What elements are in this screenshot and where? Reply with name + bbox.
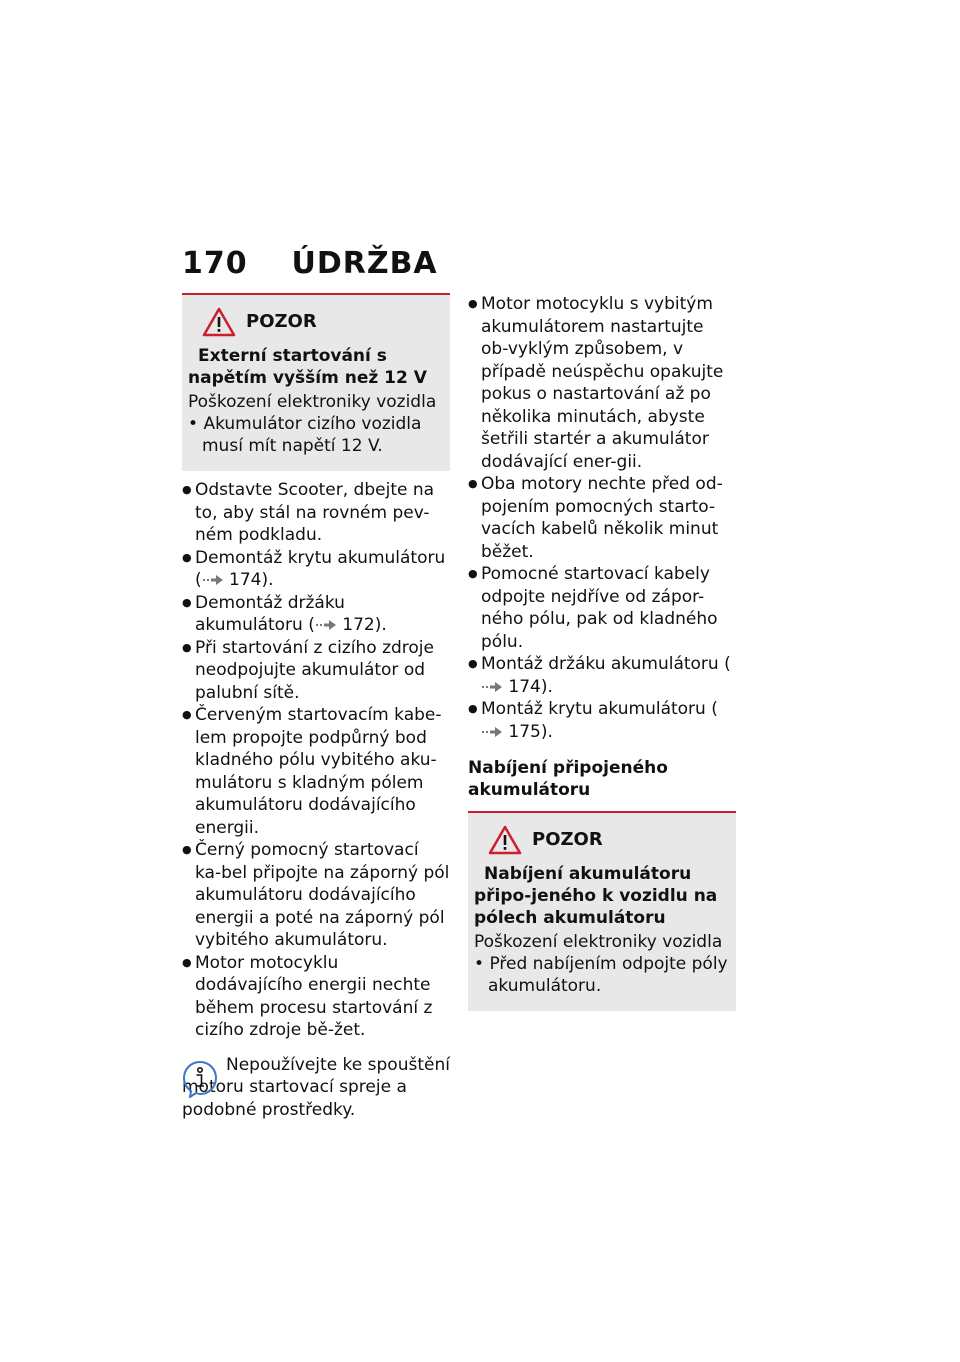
section-title: ÚDRŽBA [291, 246, 438, 281]
warning-body [474, 931, 730, 997]
left-column [182, 293, 450, 1121]
arrow-right-icon [315, 619, 337, 631]
warning-triangle-icon [202, 307, 236, 337]
warning-title: Nabíjení akumulátoru připo-jeného k vozidlu na pólech akumulátoru [474, 864, 718, 928]
step-list [182, 479, 450, 1042]
info-icon [182, 1060, 218, 1098]
arrow-right-icon [202, 574, 224, 586]
page-reference[interactable]: 174 [481, 677, 541, 697]
list-item: ● Motor motocyklu dodávajícího energii nechte během procesu startování z cizího zdroje bě-žet. [182, 952, 450, 1042]
list-item: ● Odstavte Scooter, dbejte na to, aby stál na rovném pev-ném podkladu. [182, 479, 450, 547]
warning-title: Externí startování s napětím vyšším než 12 V [188, 346, 427, 388]
arrow-right-icon [481, 726, 503, 738]
info-note [182, 1054, 450, 1122]
warning-triangle-icon [488, 825, 522, 855]
warning-body [188, 391, 444, 457]
page-number: 170 [182, 246, 248, 281]
list-item: ● Demontáž krytu akumulátoru ( 174). [182, 547, 450, 592]
right-column [468, 293, 736, 1011]
page-reference[interactable]: 174 [202, 570, 262, 590]
list-item: ● Černý pomocný startovací ka-bel připojte na záporný pól akumulátoru dodávajícího energii a poté na záporný pól vybitého akumulátoru. [182, 839, 450, 952]
warning-label: POZOR [246, 311, 317, 332]
page-header [182, 246, 438, 281]
list-item: ● Pomocné startovací kabely odpojte nejdříve od zápor-ného pólu, pak od kladného pólu. [468, 563, 736, 653]
warning-text: Poškození elektroniky vozidla [188, 392, 437, 412]
section-subheading: Nabíjení připojeného akumulátoru [468, 758, 668, 800]
step-list [468, 293, 736, 743]
list-item: ● Motor motocyklu s vybitým akumulátorem nastartujte ob-vyklým způsobem, v případě neúspěchu opakujte pokus o nastartování až po několika minutách, abyste šetřili startér a akumulátor dodávající ener-gii. [468, 293, 736, 473]
warning-box [468, 811, 736, 1011]
warning-box [182, 293, 450, 471]
list-item: ● Při startování z cizího zdroje neodpojujte akumulátor od palubní sítě. [182, 637, 450, 705]
page-reference[interactable]: 175 [481, 722, 541, 742]
arrow-right-icon [481, 681, 503, 693]
list-item: ● Montáž krytu akumulátoru ( 175). [468, 698, 736, 743]
info-note-text: Nepoužívejte ke spouštění motoru startovací spreje a podobné prostředky. [182, 1054, 450, 1120]
list-item: ● Červeným startovacím kabe-lem propojte podpůrný bod kladného pólu vybitého aku-mulátoru s kladným pólem akumulátoru dodávajícího energii. [182, 704, 450, 839]
warning-text: Poškození elektroniky vozidla [474, 932, 723, 952]
warning-label: POZOR [532, 829, 603, 850]
list-item: ● Oba motory nechte před od-pojením pomocných starto-vacích kabelů několik minut běžet. [468, 473, 736, 563]
list-item: ● Montáž držáku akumulátoru ( 174). [468, 653, 736, 698]
warning-bullet: • Akumulátor cizího vozidla musí mít napětí 12 V. [188, 414, 422, 456]
list-item: ● Demontáž držáku akumulátoru ( 172). [182, 592, 450, 637]
page-reference[interactable]: 172 [315, 615, 375, 635]
warning-bullet: • Před nabíjením odpojte póly akumulátoru. [474, 954, 728, 996]
warning-header [202, 307, 444, 337]
warning-header [488, 825, 730, 855]
